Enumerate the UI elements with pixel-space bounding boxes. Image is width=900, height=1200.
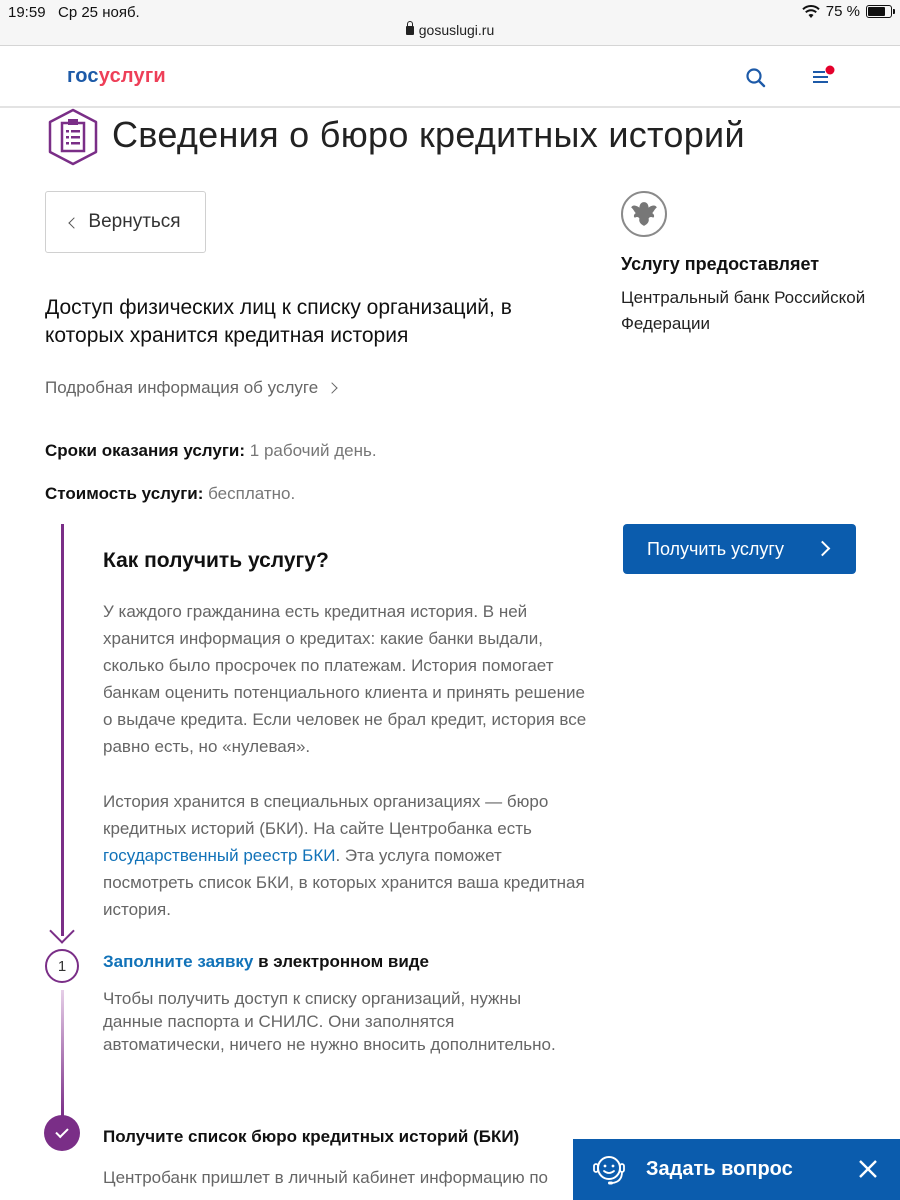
timeline-line — [61, 524, 64, 936]
site-header — [0, 46, 900, 108]
get-service-button[interactable] — [623, 524, 856, 574]
ask-question-widget[interactable] — [573, 1139, 900, 1200]
status-date: Ср 25 нояб. — [58, 4, 140, 21]
support-operator-icon — [590, 1150, 628, 1188]
service-cost — [45, 484, 295, 504]
search-icon[interactable] — [745, 67, 767, 89]
timeline-connector — [61, 990, 64, 1116]
cost-value: бесплатно. — [208, 484, 296, 503]
step-number-badge: 1 — [45, 949, 79, 983]
wifi-icon — [802, 5, 820, 19]
step-2-description: Центробанк пришлет в личный кабинет информацию по — [103, 1168, 549, 1187]
arrow-down-icon — [49, 918, 74, 943]
battery-icon — [866, 5, 892, 18]
back-button-label: Вернуться — [88, 211, 181, 232]
step-1-description: Чтобы получить доступ к списку организаций, нужны данные паспорта и СНИЛС. Они заполнятся автоматически, ничего не нужно вносить дополнительно. — [103, 989, 556, 1054]
ask-question-label: Задать вопрос — [646, 1158, 793, 1180]
url-text: gosuslugi.ru — [418, 22, 495, 38]
para2-text: История хранится в специальных организациях — бюро кредитных историй (БКИ). На сайте Центробанка есть — [103, 792, 549, 838]
provider-name: Центральный банк Российской Федерации — [621, 288, 866, 333]
para2-text-end: . Эта услуга поможет посмотреть список БКИ, в которых хранится ваша кредитная история. — [103, 846, 585, 919]
page-title: Сведения о бюро кредитных историй — [112, 114, 745, 155]
status-bar — [0, 0, 900, 46]
back-button[interactable] — [45, 191, 206, 253]
fill-application-link[interactable]: Заполните заявку — [103, 952, 254, 971]
terms-label: Сроки оказания услуги: — [45, 441, 246, 460]
bki-registry-link[interactable]: государственный реестр БКИ — [103, 846, 336, 865]
cost-label: Стоимость услуги: — [45, 484, 204, 503]
status-time: 19:59 — [8, 4, 46, 21]
how-to-paragraph-2 — [103, 788, 593, 923]
clipboard-list-icon — [44, 108, 102, 166]
step-1-title — [103, 952, 429, 972]
how-to-paragraph-1: У каждого гражданина есть кредитная история. В ней хранится информация о кредитах: какие банки выдали, сколько было просрочек по платежам. История помогает банкам оценить потенциального клиента и принять решение о выдаче кредита. Если человек не брал кредит, история все равно есть, но «нулевая». — [103, 602, 587, 756]
step-1-title-rest: в электронном виде — [253, 952, 430, 971]
provider-title: Услугу предоставляет — [621, 254, 820, 274]
service-name: Доступ физических лиц к списку организаций, в которых хранится кредитная история — [45, 296, 512, 347]
more-info-label: Подробная информация об услуге — [45, 378, 319, 397]
gosuslugi-logo[interactable] — [67, 65, 166, 88]
how-to-title: Как получить услугу? — [103, 549, 329, 572]
menu-icon[interactable] — [811, 64, 837, 88]
close-icon[interactable] — [856, 1157, 880, 1181]
terms-value: 1 рабочий день. — [249, 441, 377, 460]
lock-icon — [406, 26, 414, 35]
check-icon — [55, 1125, 68, 1138]
step-complete-badge — [44, 1115, 80, 1151]
central-bank-emblem-icon — [621, 191, 667, 237]
step-2-title: Получите список бюро кредитных историй (БКИ) — [103, 1127, 520, 1146]
get-service-label: Получить услугу — [647, 538, 784, 559]
chevron-right-icon — [326, 382, 337, 393]
logo-part-gos: гос — [67, 65, 99, 87]
chevron-right-icon — [815, 541, 831, 557]
status-right — [802, 3, 892, 20]
service-terms — [45, 441, 377, 461]
logo-part-uslugi: услуги — [98, 65, 166, 87]
chevron-left-icon — [69, 217, 80, 228]
battery-percent: 75 % — [825, 3, 860, 20]
address-bar[interactable] — [0, 22, 900, 38]
more-info-link[interactable] — [45, 378, 336, 398]
